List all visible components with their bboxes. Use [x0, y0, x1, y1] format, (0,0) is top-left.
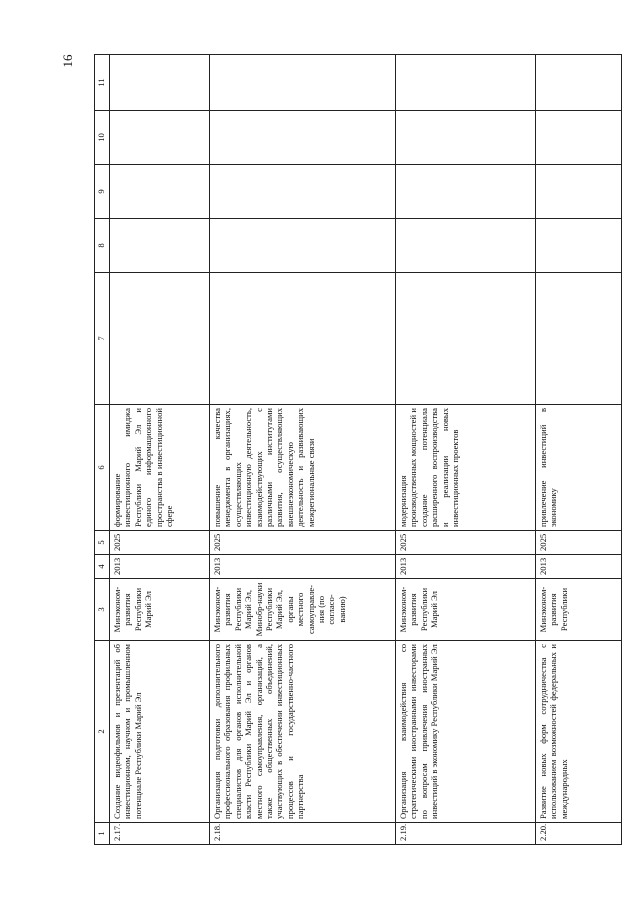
column-header: 4	[95, 555, 110, 579]
table-row	[396, 55, 536, 845]
event-cell: Создание видеофильмов и презентаций об инвестиционном, научном и промышленном потенциале Республики Марий Эл	[110, 641, 210, 823]
executor-cell: Минэконом-развития Республики	[536, 579, 622, 641]
end-year-cell: 2025	[210, 531, 396, 555]
column-header: 11	[95, 55, 110, 111]
column-header: 6	[95, 405, 110, 531]
row-number: 2.20.	[536, 823, 622, 845]
empty-cell	[210, 111, 396, 165]
column-header: 5	[95, 531, 110, 555]
column-header: 2	[95, 641, 110, 823]
empty-cell	[110, 55, 210, 111]
event-cell: Организация подготовки дополнительного профессионального образования профильных специалистов для органов исполнительной власти Республики Марий Эл и органов местного самоуправления, организаций, а также общественных объединений, участвующих в обеспечении инвестиционных процессов и государственно-частного партнерства	[210, 641, 396, 823]
empty-cell	[536, 273, 622, 405]
empty-cell	[110, 111, 210, 165]
result-cell: модернизация производственных мощностей и создание потенциала расширенного воспроизводства и реализации новых инвестиционных проектов	[396, 405, 536, 531]
start-year-cell: 2013	[110, 555, 210, 579]
table-row	[536, 55, 622, 845]
column-header: 3	[95, 579, 110, 641]
column-header: 7	[95, 273, 110, 405]
empty-cell	[210, 219, 396, 273]
result-cell: привлечение инвестиций в экономику	[536, 405, 622, 531]
column-header: 1	[95, 823, 110, 845]
empty-cell	[110, 165, 210, 219]
empty-cell	[210, 273, 396, 405]
row-number: 2.18.	[210, 823, 396, 845]
column-header: 10	[95, 111, 110, 165]
end-year-cell: 2025	[110, 531, 210, 555]
row-number: 2.17.	[110, 823, 210, 845]
empty-cell	[536, 55, 622, 111]
row-number: 2.19.	[396, 823, 536, 845]
end-year-cell: 2025	[536, 531, 622, 555]
measures-table	[94, 54, 622, 845]
rotated-table-region	[94, 55, 622, 845]
empty-cell	[536, 111, 622, 165]
executor-cell: Минэконом-развития Республики Марий Эл	[110, 579, 210, 641]
page-number: 16	[60, 54, 75, 68]
result-cell: повышение качества менеджмента в организациях, осуществляющих инвестиционную деятельность, взаимодействующих с различными институтами развития, осуществляющих внешнеэкономическую деятельность и развивающих межрегиональные связи	[210, 405, 396, 531]
empty-cell	[110, 273, 210, 405]
empty-cell	[396, 111, 536, 165]
empty-cell	[396, 55, 536, 111]
result-cell: формирование инвестиционного имиджа Республики Марий Эл и единого информационного пространства в инвестиционной сфере	[110, 405, 210, 531]
empty-cell	[210, 55, 396, 111]
table-row	[110, 55, 210, 845]
executor-cell: Минэконом-развития Республики Марий Эл, Минобр-науки Республики Марий Эл, органы местного самоуправле-ния (по согласо-ванию)	[210, 579, 396, 641]
empty-cell	[396, 219, 536, 273]
event-cell: Организация взаимодействия со стратегическими иностранными инвесторами по вопросам привлечения иностранных инвестиций в экономику Республики Марий Эл	[396, 641, 536, 823]
executor-cell: Минэконом-развития Республики Марий Эл	[396, 579, 536, 641]
table-row	[210, 55, 396, 845]
empty-cell	[110, 219, 210, 273]
empty-cell	[536, 165, 622, 219]
event-cell: Развитие новых форм сотрудничества с использованием возможностей федеральных и международных	[536, 641, 622, 823]
column-header: 9	[95, 165, 110, 219]
header-row	[95, 55, 110, 845]
end-year-cell: 2025	[396, 531, 536, 555]
empty-cell	[396, 165, 536, 219]
start-year-cell: 2013	[396, 555, 536, 579]
start-year-cell: 2013	[210, 555, 396, 579]
empty-cell	[210, 165, 396, 219]
empty-cell	[536, 219, 622, 273]
start-year-cell: 2013	[536, 555, 622, 579]
empty-cell	[396, 273, 536, 405]
column-header: 8	[95, 219, 110, 273]
